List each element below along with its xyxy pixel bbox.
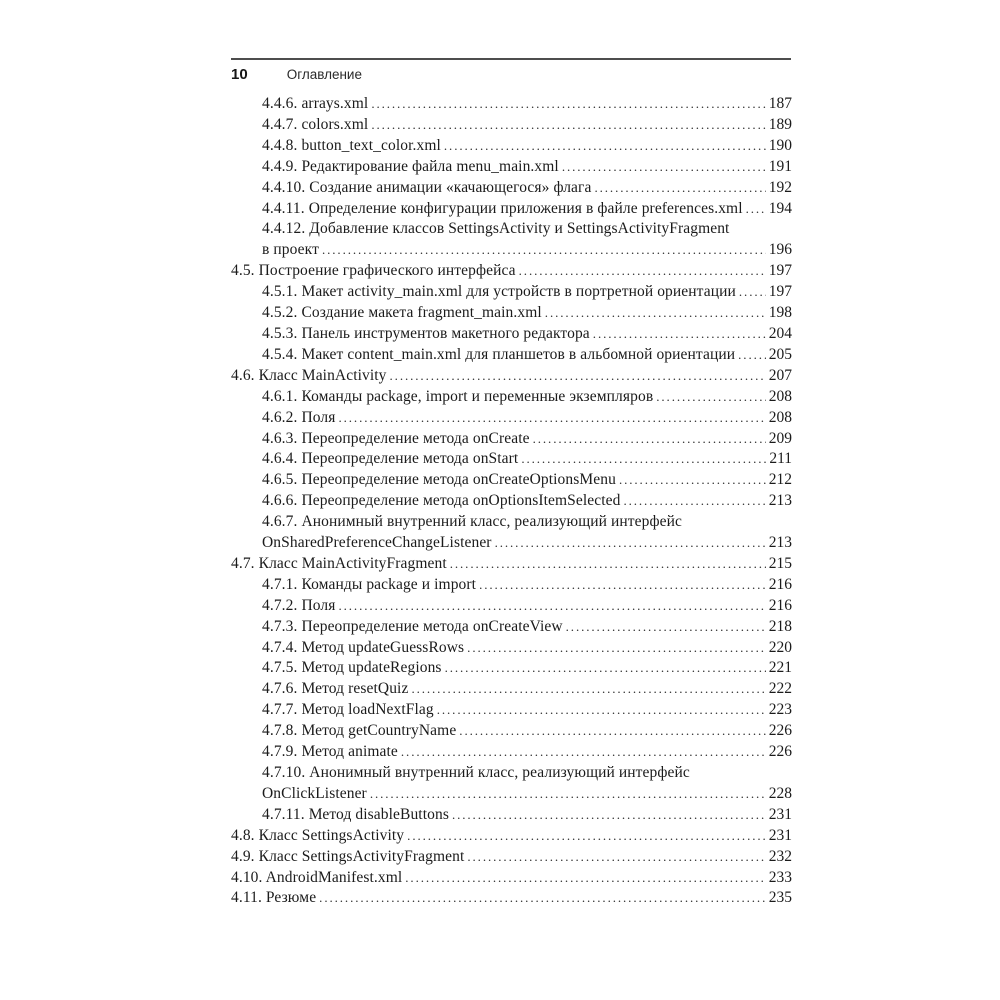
- toc-entry-page-number: 212: [768, 471, 792, 489]
- toc-entry: [231, 868, 792, 889]
- toc-entry-page-number: 197: [768, 283, 792, 301]
- dot-leader: [619, 470, 766, 491]
- dot-leader: [533, 429, 766, 450]
- toc-entry-page-number: 213: [768, 492, 792, 510]
- dot-leader: [738, 345, 766, 366]
- toc-entry-title: 4.11. Резюме: [231, 889, 317, 907]
- toc-entry-line: [262, 219, 792, 240]
- toc-entry-page-number: 216: [768, 575, 792, 593]
- toc-entry-line: [262, 199, 792, 220]
- toc-entry-page-number: 192: [768, 178, 792, 196]
- dot-leader: [521, 449, 766, 470]
- toc-entry: [231, 575, 792, 596]
- running-header: [231, 58, 791, 83]
- toc-entry-title-continued: OnClickListener: [262, 784, 367, 802]
- toc-entry-page-number: 228: [768, 784, 792, 802]
- toc-entry-title: 4.6.1. Команды package, import и переменные экземпляров: [262, 387, 654, 405]
- dot-leader: [594, 178, 765, 199]
- toc-entry-line: [262, 763, 792, 784]
- dot-leader: [566, 617, 766, 638]
- toc-entry-title: 4.5. Построение графического интерфейса: [231, 262, 516, 280]
- toc-entry: [231, 512, 792, 554]
- dot-leader: [562, 157, 766, 178]
- toc-entry-line: [262, 324, 792, 345]
- toc-entry-page-number: 190: [768, 136, 792, 154]
- toc-entry-title: 4.4.6. arrays.xml: [262, 95, 369, 112]
- dot-leader: [445, 658, 766, 679]
- toc-entry-page-number: 235: [768, 889, 792, 907]
- toc-entry: [231, 429, 792, 450]
- toc-entry: [231, 261, 792, 282]
- toc-entry-line: [231, 554, 792, 575]
- toc-entry-line: [262, 658, 792, 679]
- dot-leader: [407, 826, 766, 847]
- toc-entry-title: 4.4.11. Определение конфигурации приложения в файле preferences.xml: [262, 199, 743, 217]
- toc-entry-title: 4.10. AndroidManifest.xml: [231, 868, 403, 886]
- toc-entry: [231, 554, 792, 575]
- toc-entry-title: 4.5.4. Макет content_main.xml для планшетов в альбомной ориентации: [262, 345, 736, 363]
- toc-entry-line: [262, 596, 792, 617]
- toc-entry-title: 4.8. Класс SettingsActivity: [231, 826, 405, 844]
- toc-entry: [231, 658, 792, 679]
- toc-entry-title: 4.7.2. Поля: [262, 596, 336, 614]
- toc-entry-line: [262, 470, 792, 491]
- dot-leader: [450, 554, 766, 575]
- toc-entry-title: 4.6.5. Переопределение метода onCreateOptionsMenu: [262, 471, 616, 489]
- toc-entry-line: [262, 345, 792, 366]
- toc-entry-line: [262, 94, 792, 115]
- toc-entry-line: [231, 888, 792, 909]
- toc-entry-line: [262, 449, 792, 470]
- toc-entry-page-number: 208: [768, 408, 792, 426]
- toc-entry-page-number: 231: [768, 826, 792, 844]
- toc-entry: [231, 199, 792, 220]
- toc-entry-page-number: 232: [768, 847, 792, 865]
- toc-entry-title: 4.6.2. Поля: [262, 408, 336, 426]
- toc-entry-title: 4.6.4. Переопределение метода onStart: [262, 450, 519, 468]
- toc-entry: [231, 115, 792, 136]
- toc-entry: [231, 94, 792, 115]
- toc-entry-title: 4.4.10. Создание анимации «качающегося» флага: [262, 178, 592, 196]
- toc-entry-line: [262, 136, 792, 157]
- toc-entry-line: [262, 742, 792, 763]
- dot-leader: [495, 533, 766, 554]
- toc-entry-page-number: 226: [768, 722, 792, 740]
- toc-entry-page-number: 226: [768, 743, 792, 761]
- toc-entry-line: [262, 429, 792, 450]
- toc-entry: [231, 805, 792, 826]
- toc-entry-title: 4.7.1. Команды package и import: [262, 575, 477, 593]
- toc-entry-title: 4.7.10. Анонимный внутренний класс, реализующий интерфейс: [262, 764, 690, 781]
- toc-entry-title: 4.7. Класс MainActivityFragment: [231, 554, 447, 572]
- toc-entry-title: 4.7.6. Метод resetQuiz: [262, 680, 409, 698]
- toc-entry-title: 4.7.5. Метод updateRegions: [262, 659, 442, 677]
- dot-leader: [739, 282, 766, 303]
- toc-entry: [231, 847, 792, 868]
- toc-entry-page-number: 231: [768, 805, 792, 823]
- dot-leader: [656, 387, 766, 408]
- toc-entry-line: [262, 679, 792, 700]
- toc-entry-title: 4.7.11. Метод disableButtons: [262, 805, 449, 823]
- toc-entry-title: 4.9. Класс SettingsActivityFragment: [231, 847, 465, 865]
- dot-leader: [371, 115, 765, 136]
- dot-leader: [459, 721, 765, 742]
- toc-entry-page-number: 222: [768, 680, 792, 698]
- toc-entry: [231, 136, 792, 157]
- toc-entry: [231, 219, 792, 261]
- toc-entry-line: [262, 617, 792, 638]
- dot-leader: [746, 199, 766, 220]
- toc-entry-page-number: 220: [768, 638, 792, 656]
- toc-entry: [231, 742, 792, 763]
- dot-leader: [390, 366, 766, 387]
- toc-entry: [231, 826, 792, 847]
- dot-leader: [467, 847, 765, 868]
- toc-entry: [231, 366, 792, 387]
- toc-entry-page-number: 209: [768, 429, 792, 447]
- toc-entry-title: 4.5.2. Создание макета fragment_main.xml: [262, 304, 542, 322]
- toc-entry-page-number: 213: [768, 534, 792, 552]
- toc-entry: [231, 617, 792, 638]
- toc-entry-title: 4.7.3. Переопределение метода onCreateView: [262, 617, 563, 635]
- toc-entry-line: [262, 240, 792, 261]
- dot-leader: [338, 596, 765, 617]
- toc-entry-line: [262, 115, 792, 136]
- toc-entry-page-number: 196: [768, 241, 792, 259]
- toc-entry-title: 4.6. Класс MainActivity: [231, 366, 387, 384]
- toc-entry-line: [262, 512, 792, 533]
- toc-entry: [231, 638, 792, 659]
- dot-leader: [519, 261, 766, 282]
- table-of-contents: [231, 94, 792, 909]
- toc-entry-page-number: 208: [768, 387, 792, 405]
- toc-entry-title: 4.4.12. Добавление классов SettingsActivity и SettingsActivityFragment: [262, 220, 730, 238]
- toc-entry-line: [231, 261, 792, 282]
- toc-entry-line: [262, 533, 792, 554]
- toc-entry: [231, 324, 792, 345]
- dot-leader: [371, 94, 765, 115]
- dot-leader: [545, 303, 766, 324]
- toc-entry: [231, 157, 792, 178]
- toc-entry-title: 4.4.8. button_text_color.xml: [262, 136, 441, 154]
- dot-leader: [401, 742, 766, 763]
- toc-entry: [231, 449, 792, 470]
- toc-entry: [231, 408, 792, 429]
- toc-entry-title: 4.6.3. Переопределение метода onCreate: [262, 429, 530, 447]
- toc-entry-line: [262, 805, 792, 826]
- dot-leader: [479, 575, 766, 596]
- dot-leader: [623, 491, 765, 512]
- dot-leader: [370, 784, 766, 805]
- toc-entry-page-number: 221: [768, 659, 792, 677]
- folio-page-number: 10: [231, 66, 248, 83]
- toc-entry: [231, 470, 792, 491]
- toc-entry-title: 4.7.4. Метод updateGuessRows: [262, 638, 465, 656]
- dot-leader: [452, 805, 766, 826]
- toc-entry: [231, 888, 792, 909]
- toc-entry-title: 4.6.7. Анонимный внутренний класс, реализующий интерфейс: [262, 513, 683, 531]
- toc-entry-page-number: 198: [768, 304, 792, 322]
- toc-entry-line: [262, 721, 792, 742]
- toc-entry-title: 4.4.7. colors.xml: [262, 115, 369, 133]
- toc-entry-title: 4.6.6. Переопределение метода onOptionsItemSelected: [262, 492, 621, 510]
- toc-entry: [231, 763, 792, 805]
- toc-entry-line: [262, 408, 792, 429]
- toc-entry-line: [262, 282, 792, 303]
- toc-entry-page-number: 189: [768, 115, 792, 133]
- toc-entry-title: 4.5.3. Панель инструментов макетного редактора: [262, 324, 590, 342]
- toc-entry-title: 4.7.8. Метод getCountryName: [262, 722, 457, 740]
- toc-entry-page-number: 197: [768, 262, 792, 280]
- toc-entry-page-number: 205: [768, 345, 792, 363]
- toc-entry-page-number: 218: [768, 617, 792, 635]
- toc-entry-page-number: 204: [768, 324, 792, 342]
- toc-entry-line: [262, 700, 792, 721]
- dot-leader: [405, 868, 765, 889]
- toc-entry-page-number: 194: [768, 199, 792, 217]
- toc-entry-title: 4.5.1. Макет activity_main.xml для устройств в портретной ориентации: [262, 283, 736, 301]
- dot-leader: [444, 136, 766, 157]
- toc-entry: [231, 282, 792, 303]
- toc-entry-page-number: 207: [768, 366, 792, 384]
- dot-leader: [437, 700, 766, 721]
- dot-leader: [319, 888, 766, 909]
- toc-entry-line: [262, 157, 792, 178]
- toc-entry-page-number: 223: [768, 701, 792, 719]
- toc-entry: [231, 679, 792, 700]
- toc-entry-page-number: 187: [768, 95, 792, 112]
- toc-entry-title-continued: OnSharedPreferenceChangeListener: [262, 534, 492, 552]
- running-title: Оглавление: [286, 67, 362, 82]
- dot-leader: [593, 324, 766, 345]
- toc-entry-line: [231, 826, 792, 847]
- toc-entry-page-number: 191: [768, 157, 792, 175]
- toc-entry-line: [231, 366, 792, 387]
- toc-entry-line: [262, 638, 792, 659]
- toc-entry: [231, 178, 792, 199]
- dot-leader: [467, 638, 766, 659]
- toc-entry: [231, 303, 792, 324]
- toc-entry-page-number: 211: [769, 450, 792, 468]
- toc-entry-line: [262, 387, 792, 408]
- toc-entry-page-number: 216: [768, 596, 792, 614]
- toc-entry: [231, 387, 792, 408]
- dot-leader: [322, 240, 766, 261]
- toc-entry: [231, 491, 792, 512]
- toc-entry-line: [262, 491, 792, 512]
- toc-entry-line: [262, 178, 792, 199]
- dot-leader: [411, 679, 765, 700]
- dot-leader: [338, 408, 765, 429]
- toc-entry-line: [262, 575, 792, 596]
- toc-entry-page-number: 233: [768, 868, 792, 886]
- toc-entry-line: [231, 868, 792, 889]
- toc-entry-title: 4.7.7. Метод loadNextFlag: [262, 701, 434, 719]
- toc-entry: [231, 721, 792, 742]
- toc-entry-title-continued: в проект: [262, 241, 319, 259]
- toc-entry-line: [262, 303, 792, 324]
- toc-entry: [231, 345, 792, 366]
- toc-entry-page-number: 215: [768, 554, 792, 572]
- toc-entry-title: 4.4.9. Редактирование файла menu_main.xml: [262, 157, 559, 175]
- toc-entry-line: [262, 784, 792, 805]
- toc-entry: [231, 596, 792, 617]
- toc-entry-title: 4.7.9. Метод animate: [262, 743, 398, 761]
- toc-entry-line: [231, 847, 792, 868]
- toc-entry: [231, 700, 792, 721]
